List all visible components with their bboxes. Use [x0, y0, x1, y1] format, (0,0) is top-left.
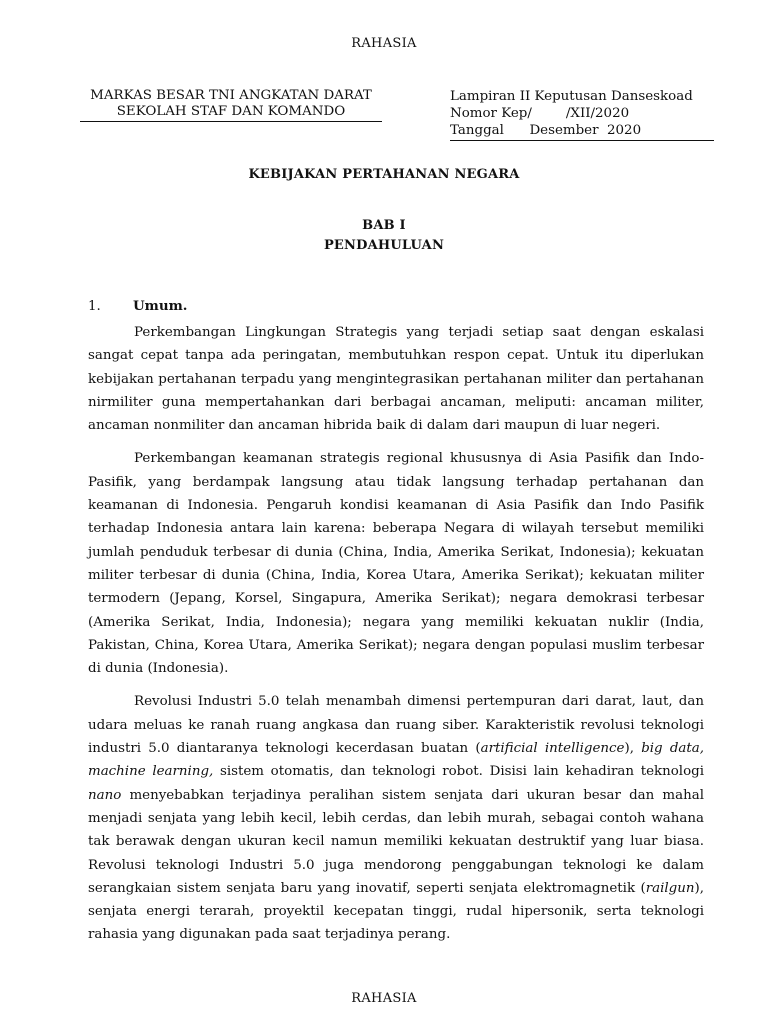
paragraph-3 — [88, 690, 704, 946]
term-railgun: railgun — [645, 880, 695, 896]
term-big-data: big data, machine learning, — [88, 741, 705, 780]
section-heading — [88, 298, 187, 314]
chapter-title: PENDAHULUAN — [323, 238, 445, 253]
term-artificial-intelligence: artificial intelligence — [480, 741, 625, 757]
section-number: 1. — [88, 299, 101, 314]
attachment-number: Nomor Kep/ /XII/2020 — [450, 106, 630, 121]
classification-bottom: RAHASIA — [351, 991, 417, 1006]
paragraph-1: Perkembangan Lingkungan Strategis yang terjadi setiap saat dengan eskalasi sangat cepat tanpa ada peringatan, membutuhkan respon cepat. Untuk itu diperlukan kebijakan pertahanan terpadu yang mengintegrasikan pertahanan militer dan pertahanan nirmiliter guna mempertahankan dari berbagai ancaman, meliputi: ancaman militer, ancaman nonmiliter dan ancaman hibrida baik di dalam dari maupun di luar negeri. — [88, 325, 704, 434]
authority-line-1: MARKAS BESAR TNI ANGKATAN DARAT — [90, 88, 372, 103]
authority-line-2: SEKOLAH STAF DAN KOMANDO — [80, 104, 382, 122]
chapter-number: BAB I — [362, 218, 406, 233]
classification-top: RAHASIA — [351, 36, 417, 51]
paragraph-3-text: ), — [624, 741, 642, 757]
paragraph-3-text: ), senjata energi terarah, proyektil kecepatan tinggi, rudal hipersonik, serta teknologi rahasia yang digunakan pada saat terjadinya perang. — [88, 880, 704, 943]
section-title: Umum. — [133, 298, 188, 314]
issuing-authority — [80, 88, 382, 122]
term-nano: nano — [88, 787, 122, 803]
attachment-reference — [450, 88, 714, 141]
attachment-line-1: Lampiran II Keputusan Danseskoad — [450, 89, 693, 104]
body-text — [88, 321, 704, 957]
paragraph-2: Perkembangan keamanan strategis regional khususnya di Asia Pasifik dan Indo-Pasifik, yang berdampak langsung atau tidak langsung terhadap pertahanan dan keamanan di Indonesia. Pengaruh kondisi keamanan di Asia Pasifik dan Indo Pasifik terhadap Indonesia antara lain karena: beberapa Negara di wilayah tersebut memiliki jumlah penduduk terbesar di dunia (China, India, Amerika Serikat, Indonesia); kekuatan militer terbesar di dunia (China, India, Korea Utara, Amerika Serikat); kekuatan militer termodern (Jepang, Korsel, Singapura, Amerika Serikat); negara demokrasi terbesar (Amerika Serikat, India, Indonesia); negara yang memiliki kekuatan nuklir (India, Pakistan, China, Korea Utara, Amerika Serikat); negara dengan populasi muslim terbesar di dunia (Indonesia). — [88, 451, 704, 677]
paragraph-3-text: menyebabkan terjadinya peralihan sistem senjata dari ukuran besar dan mahal menjadi senjata yang lebih kecil, lebih cerdas, dan lebih murah, sebagai contoh wahana tak berawak dengan ukuran kecil namun memiliki kekuatan destruktif yang luar biasa. Revolusi teknologi Industri 5.0 juga mendorong penggabungan teknologi ke dalam serangkaian sistem senjata baru yang inovatif, seperti senjata elektromagnetik ( — [88, 787, 704, 896]
document-title: KEBIJAKAN PERTAHANAN NEGARA — [248, 167, 520, 182]
paragraph-3-text: Revolusi Industri 5.0 telah menambah dimensi pertempuran dari darat, laut, dan udara meluas ke ranah ruang angkasa dan ruang siber. Karakteristik revolusi teknologi industri 5.0 diantaranya teknologi kecerdasan buatan ( — [88, 694, 704, 757]
paragraph-3-text: sistem otomatis, dan teknologi robot. Disisi lain kehadiran teknologi — [213, 764, 704, 780]
attachment-date: Tanggal Desember 2020 — [450, 122, 714, 141]
